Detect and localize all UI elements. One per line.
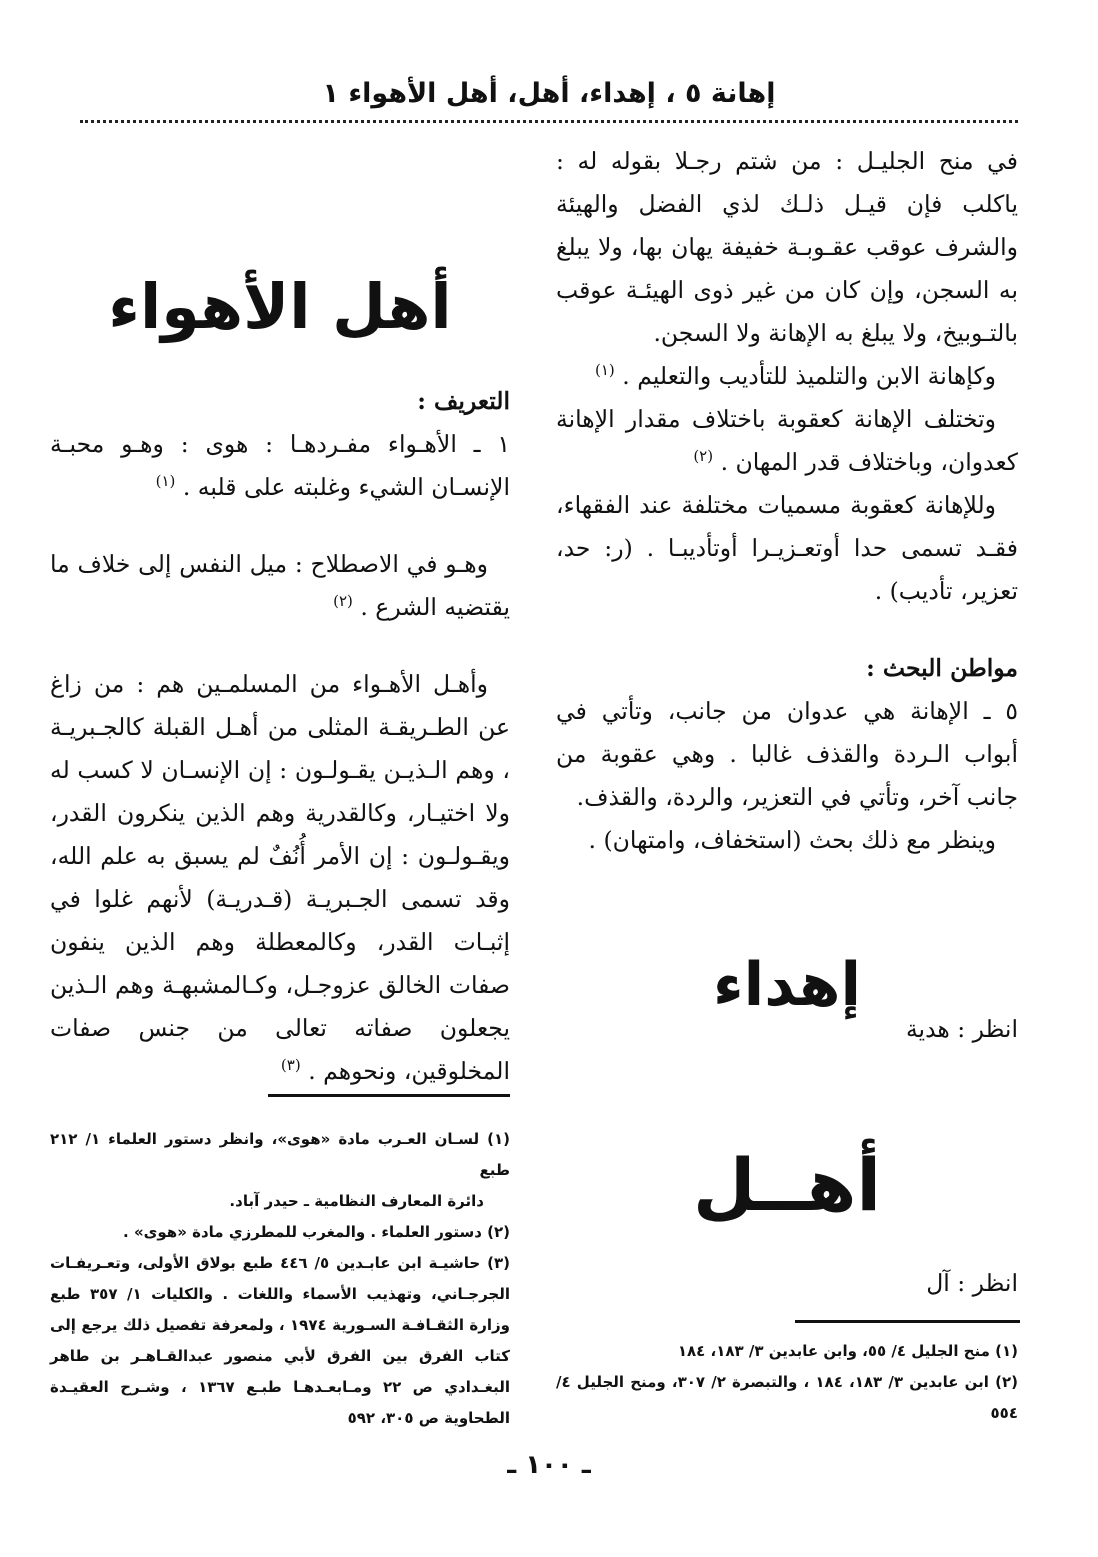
- ihana-paragraph-4: وللإهانة كعقوبة مسميات مختلفة عند الفقهاء، فقـد تسمى حدا أوتعـزيـرا أوتأديبـا . (ر: حد، تعزير، تأديب) .: [556, 491, 1018, 605]
- definition-1: [50, 423, 510, 509]
- ahl-see-also: انظر : آل: [926, 1269, 1018, 1297]
- ihda-heading: إهداء: [712, 950, 862, 1020]
- right-column: [556, 140, 1018, 862]
- ahl-al-ahwa-paragraph-text: وأهـل الأهـواء من المسلمـين هم : من زاغ عن الطـريقـة المثلى من أهـل القبلة كالجـبريـة ، وهم الـذيـن يقـولـون : إن الإنسـان لا كسب له ولا اختيـار، وكالقدرية وهم الذين ينكرون القدر، ويقـولـون : إن الأمر أُنُفٌ لم يسبق به علم الله، وقد تسمى الجـبريـة (قـدريـة) لأنهم غلوا في إثبـات القدر، وكالمعطلة وهم الذين ينفون صفات الخالق عزوجـل، وكـالمشبهـة وهم الـذين يجعلون صفاته تعالى من جنس صفات المخلوقين، ونحوهم .: [50, 670, 510, 1085]
- ihana-paragraph-2: [556, 355, 1018, 398]
- left-footnotes: [50, 1124, 510, 1434]
- footnote-marker: (١): [594, 361, 615, 380]
- footnote-marker: (١): [155, 472, 176, 491]
- running-header: إهانة ٥ ، إهداء، أهل، أهل الأهواء ١: [322, 78, 776, 109]
- definition-2: [50, 543, 510, 629]
- right-footnote-rule: [795, 1320, 1020, 1323]
- tarif-heading: التعريف :: [417, 387, 510, 415]
- mawatin-see-also: وينظر مع ذلك بحث (استخفاف، وامتهان) .: [588, 826, 996, 854]
- footnote-2: (٢) ابن عابدين ٣/ ١٨٣، ١٨٤ ، والتبصرة ٢/ ٣٠٧، ومنح الجليل ٤/ ٥٥٤: [556, 1373, 1018, 1422]
- page-number: ـ ١٠٠ ـ: [507, 1450, 591, 1480]
- mawatin-paragraph: ٥ ـ الإهانة هي عدوان من جانب، وتأتي في أبواب الـردة والقذف غالبا . وهي عقوبة من جانب آخر، وتأتي في التعزير، والردة، والقذف.: [556, 697, 1018, 811]
- ihana-paragraph-2-text: وكإهانة الابن والتلميذ للتأديب والتعليم .: [622, 362, 996, 390]
- footnote-3: (٣) حاشيـة ابن عابـدين ٥/ ٤٤٦ طبع بولاق الأولى، وتعـريفـات الجرجـاني، وتهذيب الأسماء واللغات . والكليات ١/ ٣٥٧ طبع وزارة الثقـافـة السـورية ١٩٧٤ ، ولمعرفة تفصيل ذلك يرجع إلى كتاب الفرق بين الفرق لأبي منصور عبدالقـاهـر بن طاهر البغـدادي ص ٢٢ ومـابعـدهـا طبـع ١٣٦٧ ، وشـرح العقيـدة الطحاوية ص ٣٠٥، ٥٩٢: [50, 1254, 511, 1427]
- ihana-paragraph-3: [556, 398, 1018, 484]
- footnote-2: (٢) دستور العلماء . والمغرب للمطرزي مادة «هوى» .: [123, 1223, 510, 1241]
- ihana-paragraph-1: في منح الجليـل : من شتم رجـلا بقوله له : ياكلب فإن قيـل ذلـك لذي الفضل والهيئة والشرف عوقب عقـوبـة خفيفة يهان بها، ولا يبلغ به السجن، وإن كان من غير ذوى الهيئـة عوقب بالتـوبيخ، ولا يبلغ به الإهانة ولا السجن.: [556, 147, 1018, 347]
- header-dotted-rule: [80, 120, 1018, 123]
- right-footnotes: [556, 1336, 1018, 1429]
- footnote-1-continued: دائرة المعارف النظامية ـ حيدر آباد.: [229, 1192, 484, 1210]
- left-column: [50, 380, 510, 1093]
- footnote-marker: (٣): [280, 1056, 301, 1075]
- definition-2-text: وهـو في الاصطلاح : ميل النفس إلى خلاف ما يقتضيه الشرع .: [50, 550, 510, 621]
- ahl-al-ahwa-heading: أهل الأهواء: [108, 270, 452, 343]
- left-footnote-rule: [268, 1094, 510, 1097]
- ahl-al-ahwa-paragraph: [50, 663, 510, 1093]
- ihda-see-also: انظر : هدية: [905, 1015, 1018, 1043]
- ahl-heading: أهــل: [692, 1143, 882, 1227]
- definition-1-text: ١ ـ الأهـواء مفـردهـا : هوى : وهـو محبـة الإنسـان الشيء وغلبته على قلبه .: [50, 430, 510, 501]
- footnote-1: (١) لسـان العـرب مادة «هوى»، وانظر دستور العلماء ١/ ٢١٢ طبع: [50, 1130, 510, 1179]
- footnote-marker: (٢): [333, 592, 353, 611]
- footnote-marker: (٢): [693, 447, 714, 466]
- mawatin-heading: مواطن البحث :: [866, 654, 1018, 682]
- ihana-paragraph-3-text: وتختلف الإهانة كعقوبة باختلاف مقدار الإهانة كعدوان، وباختلاف قدر المهان .: [556, 405, 1018, 476]
- footnote-1: (١) منح الجليل ٤/ ٥٥، وابن عابدين ٣/ ١٨٣، ١٨٤: [677, 1342, 1018, 1360]
